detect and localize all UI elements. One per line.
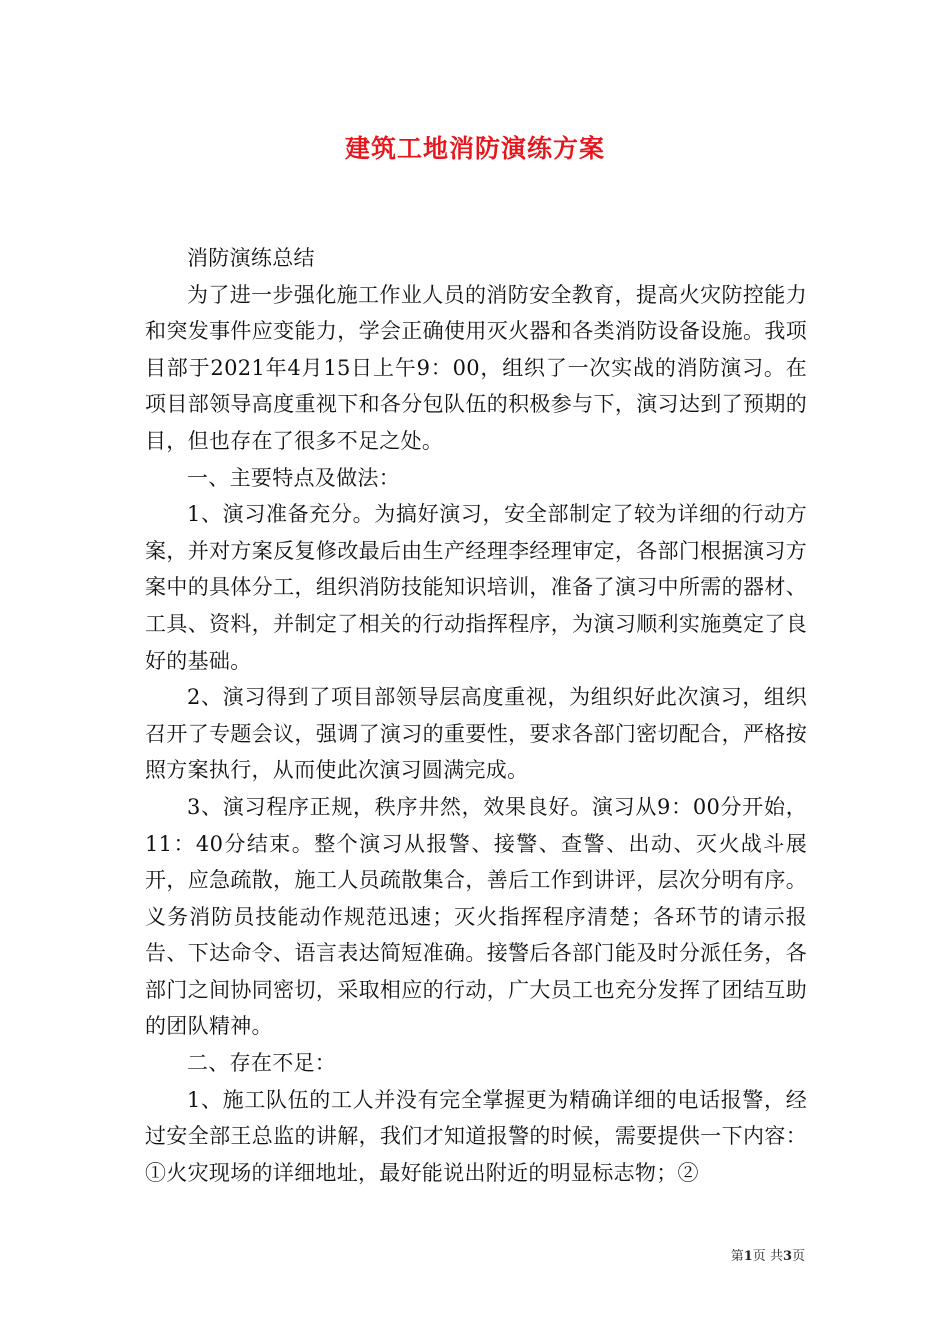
paragraph-intro: 为了进一步强化施工作业人员的消防安全教育，提高火灾防控能力和突发事件应变能力，学会正确使用灭火器和各类消防设备设施。我项目部于2021年4月15日上午9：00，组织了一次实战的消防演习。在项目部领导高度重视下和各分包队伍的积极参与下，演习达到了预期的目，但也存在了很多不足之处。 <box>145 282 807 453</box>
paragraph-feature-1: 1、演习准备充分。为搞好演习，安全部制定了较为详细的行动方案，并对方案反复修改最后由生产经理李经理审定，各部门根据演习方案中的具体分工，组织消防技能知识培训，准备了演习中所需的器材、工具、资料，并制定了相关的行动指挥程序，为演习顺利实施奠定了良好的基础。 <box>145 502 807 673</box>
footer-suffix: 页 <box>791 1249 805 1264</box>
footer-middle: 页 共 <box>752 1249 783 1264</box>
paragraph-feature-2: 2、演习得到了项目部领导层高度重视，为组织好此次演习，组织召开了专题会议，强调了演习的重要性，要求各部门密切配合，严格按照方案执行，从而使此次演习圆满完成。 <box>145 685 807 783</box>
section-heading-shortcomings: 二、存在不足： <box>187 1051 337 1076</box>
page-footer <box>0 1248 805 1266</box>
document-title: 建筑工地消防演练方案 <box>344 134 605 163</box>
paragraph-feature-3: 3、演习程序正规，秩序井然，效果良好。演习从9：00分开始，11：40分结束。整个演习从报警、接警、查警、出动、灭火战斗展开，应急疏散，施工人员疏散集合，善后工作到讲评，层次分明有序。义务消防员技能动作规范迅速；灭火指挥程序清楚；各环节的请示报告、下达命令、语言表达简短准确。接警后各部门能及时分派任务，各部门之间协同密切，采取相应的行动，广大员工也充分发挥了团结互助的团队精神。 <box>145 794 807 1039</box>
section-heading-features: 一、主要特点及做法： <box>187 465 400 490</box>
paragraph-shortcoming-1: 1、施工队伍的工人并没有完全掌握更为精确详细的电话报警，经过安全部王总监的讲解，我们才知道报警的时候，需要提供一下内容：①火灾现场的详细地址，最好能说出附近的明显标志物；② <box>145 1087 807 1185</box>
document-body <box>145 240 807 1191</box>
paragraph-summary-heading: 消防演练总结 <box>187 246 315 270</box>
footer-page-number: 1 <box>743 1249 753 1264</box>
footer-prefix: 第 <box>730 1249 744 1264</box>
footer-total-pages: 3 <box>782 1249 792 1264</box>
